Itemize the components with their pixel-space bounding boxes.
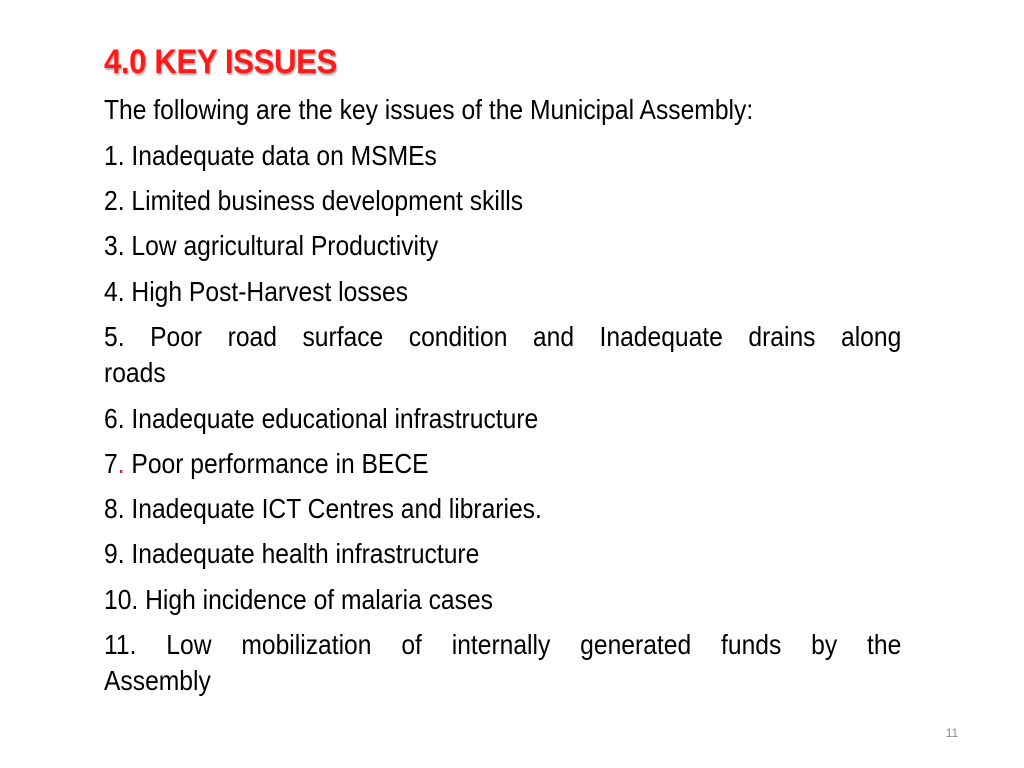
list-item (104, 491, 805, 527)
item-text: Low agricultural Productivity (131, 230, 439, 261)
list-item (104, 274, 805, 310)
item-number: 5. (104, 321, 125, 352)
item-text: Limited business development skills (131, 185, 524, 216)
item-number: 3. (104, 230, 125, 261)
item-text: Inadequate ICT Centres and libraries. (131, 493, 542, 524)
list-item (104, 183, 805, 219)
item-text: Inadequate health infrastructure (131, 538, 480, 569)
item-number: 9. (104, 538, 125, 569)
item-text: Poor performance in BECE (131, 448, 429, 479)
item-number: 4. (104, 276, 125, 307)
item-line-1 (104, 627, 901, 663)
item-line-1 (104, 319, 901, 355)
item-text: Poor road surface condition and Inadequate drains along (150, 321, 902, 352)
list-item (104, 319, 901, 391)
item-text: Inadequate educational infrastructure (131, 403, 539, 434)
slide-title: 4.0 KEY ISSUES (104, 43, 337, 81)
item-number: 1. (104, 140, 125, 171)
item-number: 7 (104, 448, 118, 479)
item-text: Inadequate data on MSMEs (131, 140, 437, 171)
item-number: 11. (104, 629, 137, 660)
list-item (104, 446, 805, 482)
item-continuation: roads (104, 357, 166, 388)
item-text: Low mobilization of internally generated funds by the (166, 629, 902, 660)
list-item (104, 582, 805, 618)
item-number: 8. (104, 493, 125, 524)
page-number: 11 (945, 726, 959, 740)
list-item (104, 138, 805, 174)
list-item (104, 401, 805, 437)
list-item (104, 627, 901, 699)
list-item (104, 536, 805, 572)
item-number: 2. (104, 185, 125, 216)
item-number-dot: . (117, 448, 125, 479)
item-number: 6. (104, 403, 125, 434)
item-number: 10. (104, 584, 139, 615)
item-continuation: Assembly (104, 665, 211, 696)
item-text: High Post-Harvest losses (131, 276, 409, 307)
list-item (104, 228, 805, 264)
item-text: High incidence of malaria cases (145, 584, 493, 615)
intro-text: The following are the key issues of the Municipal Assembly: (104, 94, 754, 125)
